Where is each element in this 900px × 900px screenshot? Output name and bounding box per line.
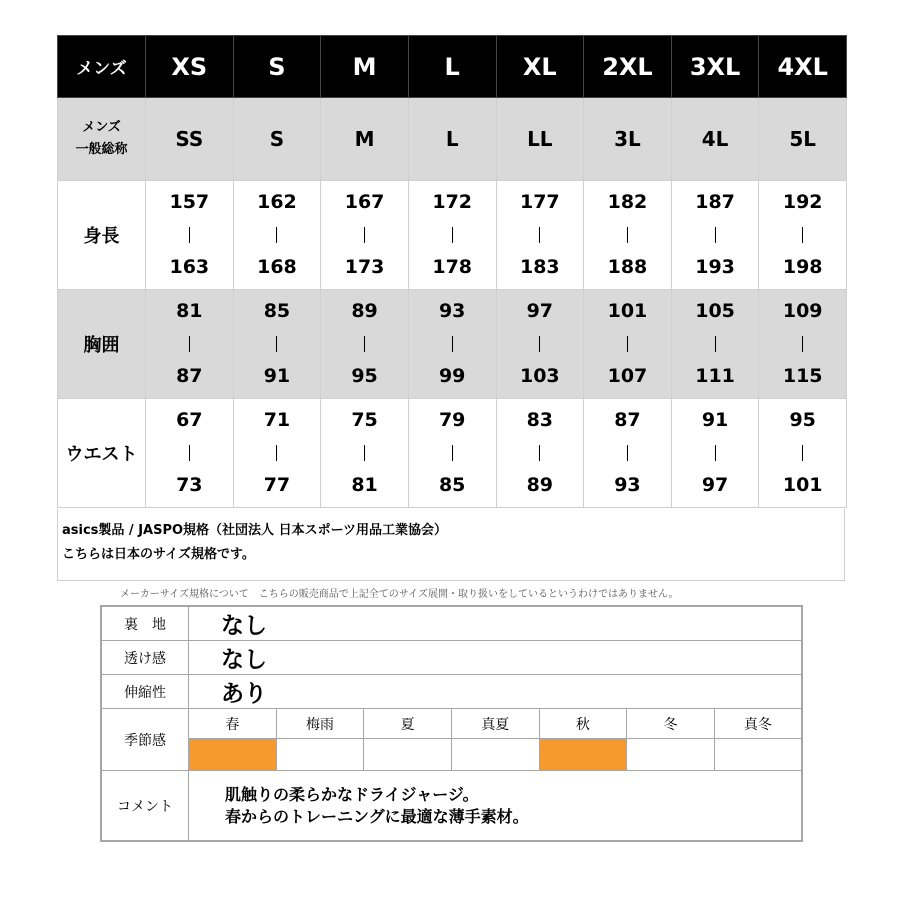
range-cell bbox=[584, 181, 672, 290]
comment-text bbox=[189, 771, 803, 842]
comment-row bbox=[101, 771, 802, 842]
range-cell bbox=[759, 290, 847, 399]
range-max: 73 bbox=[176, 474, 203, 496]
range-cell bbox=[233, 181, 321, 290]
range-max: 173 bbox=[344, 256, 385, 278]
range-max: 178 bbox=[432, 256, 473, 278]
range-separator bbox=[715, 336, 716, 352]
range-max: 188 bbox=[607, 256, 648, 278]
range-max: 99 bbox=[438, 365, 466, 387]
season-indicator bbox=[627, 739, 715, 771]
range-cell bbox=[496, 181, 584, 290]
range-max: 163 bbox=[169, 256, 210, 278]
range-cell bbox=[321, 290, 409, 399]
range-min: 79 bbox=[438, 409, 466, 431]
general-size-cell: SS bbox=[146, 98, 234, 181]
range-min: 167 bbox=[344, 191, 385, 213]
size-xs: XS bbox=[146, 36, 234, 98]
size-4xl: 4XL bbox=[759, 36, 847, 98]
range-separator bbox=[452, 227, 453, 243]
sheer-value: なし bbox=[189, 641, 803, 675]
range-separator bbox=[364, 227, 365, 243]
range-max: 115 bbox=[782, 365, 823, 387]
range-cell bbox=[671, 290, 759, 399]
season-marks-row bbox=[101, 739, 802, 771]
range-separator bbox=[627, 227, 628, 243]
range-separator bbox=[364, 445, 365, 461]
size-chart-table bbox=[57, 35, 847, 508]
range-min: 93 bbox=[438, 300, 466, 322]
range-min: 71 bbox=[263, 409, 291, 431]
range-max: 97 bbox=[701, 474, 729, 496]
range-separator bbox=[452, 445, 453, 461]
range-separator bbox=[189, 227, 190, 243]
size-l: L bbox=[408, 36, 496, 98]
general-size-cell: M bbox=[321, 98, 409, 181]
season-name: 真冬 bbox=[714, 709, 802, 739]
comment-line2: 春からのトレーニングに最適な薄手素材。 bbox=[225, 806, 529, 826]
season-name: 真夏 bbox=[451, 709, 539, 739]
range-min: 89 bbox=[351, 300, 378, 322]
range-cell bbox=[321, 399, 409, 508]
range-cell bbox=[671, 181, 759, 290]
range-separator bbox=[189, 336, 190, 352]
season-indicator bbox=[539, 739, 627, 771]
range-min: 81 bbox=[176, 300, 203, 322]
range-separator bbox=[627, 336, 628, 352]
season-indicator bbox=[276, 739, 364, 771]
size-2xl: 2XL bbox=[584, 36, 672, 98]
range-max: 85 bbox=[438, 474, 466, 496]
range-min: 105 bbox=[695, 300, 735, 322]
range-separator bbox=[802, 336, 803, 352]
range-cell bbox=[146, 290, 234, 399]
range-max: 101 bbox=[782, 474, 823, 496]
range-min: 83 bbox=[526, 409, 554, 431]
range-separator bbox=[802, 227, 803, 243]
standard-note-line1: asics製品 / JASPO規格（社団法人 日本スポーツ用品工業協会） bbox=[62, 523, 448, 538]
waist-row bbox=[58, 399, 847, 508]
range-cell bbox=[408, 181, 496, 290]
range-min: 95 bbox=[789, 409, 816, 431]
range-cell bbox=[233, 290, 321, 399]
header-label: メンズ bbox=[58, 36, 146, 98]
range-min: 177 bbox=[519, 191, 560, 213]
size-3xl: 3XL bbox=[671, 36, 759, 98]
range-min: 85 bbox=[263, 300, 291, 322]
size-m: M bbox=[321, 36, 409, 98]
range-min: 182 bbox=[607, 191, 648, 213]
sheer-label: 透け感 bbox=[101, 641, 189, 675]
size-disclaimer: メーカーサイズ規格について こちらの販売商品で上記全てのサイズ展開・取り扱いをしているというわけではありません。 bbox=[120, 589, 679, 600]
range-max: 77 bbox=[263, 474, 291, 496]
chest-label: 胸囲 bbox=[58, 290, 146, 399]
range-max: 95 bbox=[351, 365, 378, 387]
height-label: 身長 bbox=[58, 181, 146, 290]
lining-value: なし bbox=[189, 606, 803, 641]
range-separator bbox=[364, 336, 365, 352]
range-min: 101 bbox=[607, 300, 648, 322]
range-cell bbox=[671, 399, 759, 508]
general-size-label bbox=[58, 98, 146, 181]
range-separator bbox=[715, 227, 716, 243]
range-cell bbox=[233, 399, 321, 508]
range-max: 107 bbox=[607, 365, 648, 387]
range-min: 187 bbox=[695, 191, 735, 213]
range-max: 93 bbox=[614, 474, 641, 496]
range-cell bbox=[408, 399, 496, 508]
lining-label: 裏 地 bbox=[101, 606, 189, 641]
general-size-label-line1: メンズ bbox=[82, 120, 121, 135]
general-size-cell: 3L bbox=[584, 98, 672, 181]
season-indicator bbox=[364, 739, 452, 771]
range-max: 183 bbox=[519, 256, 560, 278]
comment-label: コメント bbox=[101, 771, 189, 842]
range-cell bbox=[321, 181, 409, 290]
range-cell bbox=[496, 399, 584, 508]
range-cell bbox=[146, 181, 234, 290]
range-cell bbox=[759, 181, 847, 290]
range-min: 67 bbox=[176, 409, 203, 431]
season-indicator bbox=[189, 739, 277, 771]
range-separator bbox=[802, 445, 803, 461]
stretch-value: あり bbox=[189, 675, 803, 709]
standard-note bbox=[57, 509, 845, 581]
general-size-cell: S bbox=[233, 98, 321, 181]
range-cell bbox=[146, 399, 234, 508]
season-name: 梅雨 bbox=[276, 709, 364, 739]
range-separator bbox=[715, 445, 716, 461]
range-separator bbox=[539, 445, 540, 461]
general-size-cell: LL bbox=[496, 98, 584, 181]
season-name: 冬 bbox=[627, 709, 715, 739]
range-cell bbox=[408, 290, 496, 399]
range-max: 91 bbox=[263, 365, 291, 387]
waist-label: ウエスト bbox=[58, 399, 146, 508]
general-size-row bbox=[58, 98, 847, 181]
range-min: 91 bbox=[701, 409, 729, 431]
range-min: 157 bbox=[169, 191, 210, 213]
range-min: 172 bbox=[432, 191, 473, 213]
range-cell bbox=[496, 290, 584, 399]
range-cell bbox=[759, 399, 847, 508]
lining-row bbox=[101, 606, 802, 641]
size-header-row bbox=[58, 36, 847, 98]
stretch-label: 伸縮性 bbox=[101, 675, 189, 709]
size-xl: XL bbox=[496, 36, 584, 98]
range-separator bbox=[452, 336, 453, 352]
range-separator bbox=[276, 445, 277, 461]
comment-line1: 肌触りの柔らかなドライジャージ。 bbox=[225, 784, 479, 804]
range-separator bbox=[627, 445, 628, 461]
range-min: 87 bbox=[614, 409, 641, 431]
standard-note-line2: こちらは日本のサイズ規格です。 bbox=[62, 547, 255, 562]
range-separator bbox=[189, 445, 190, 461]
range-max: 81 bbox=[351, 474, 378, 496]
height-row bbox=[58, 181, 847, 290]
range-separator bbox=[539, 227, 540, 243]
range-max: 87 bbox=[176, 365, 203, 387]
general-size-cell: 4L bbox=[671, 98, 759, 181]
general-size-label-line2: 一般総称 bbox=[75, 142, 128, 157]
season-indicator bbox=[714, 739, 802, 771]
range-min: 192 bbox=[782, 191, 823, 213]
size-s: S bbox=[233, 36, 321, 98]
range-cell bbox=[584, 290, 672, 399]
range-max: 168 bbox=[257, 256, 297, 278]
range-max: 111 bbox=[695, 365, 735, 387]
range-separator bbox=[276, 336, 277, 352]
season-label: 季節感 bbox=[101, 709, 189, 771]
general-size-cell: L bbox=[408, 98, 496, 181]
chest-row bbox=[58, 290, 847, 399]
range-min: 109 bbox=[782, 300, 823, 322]
range-min: 75 bbox=[351, 409, 378, 431]
range-min: 97 bbox=[526, 300, 554, 322]
season-name: 秋 bbox=[539, 709, 627, 739]
product-spec-table bbox=[100, 605, 803, 842]
range-cell bbox=[584, 399, 672, 508]
range-min: 162 bbox=[257, 191, 297, 213]
range-max: 89 bbox=[526, 474, 554, 496]
sheer-row bbox=[101, 641, 802, 675]
range-max: 103 bbox=[519, 365, 560, 387]
stretch-row bbox=[101, 675, 802, 709]
range-max: 193 bbox=[695, 256, 735, 278]
general-size-cell: 5L bbox=[759, 98, 847, 181]
range-separator bbox=[276, 227, 277, 243]
range-separator bbox=[539, 336, 540, 352]
range-max: 198 bbox=[782, 256, 823, 278]
season-name: 春 bbox=[189, 709, 277, 739]
season-names-row bbox=[101, 709, 802, 739]
season-name: 夏 bbox=[364, 709, 452, 739]
season-indicator bbox=[451, 739, 539, 771]
